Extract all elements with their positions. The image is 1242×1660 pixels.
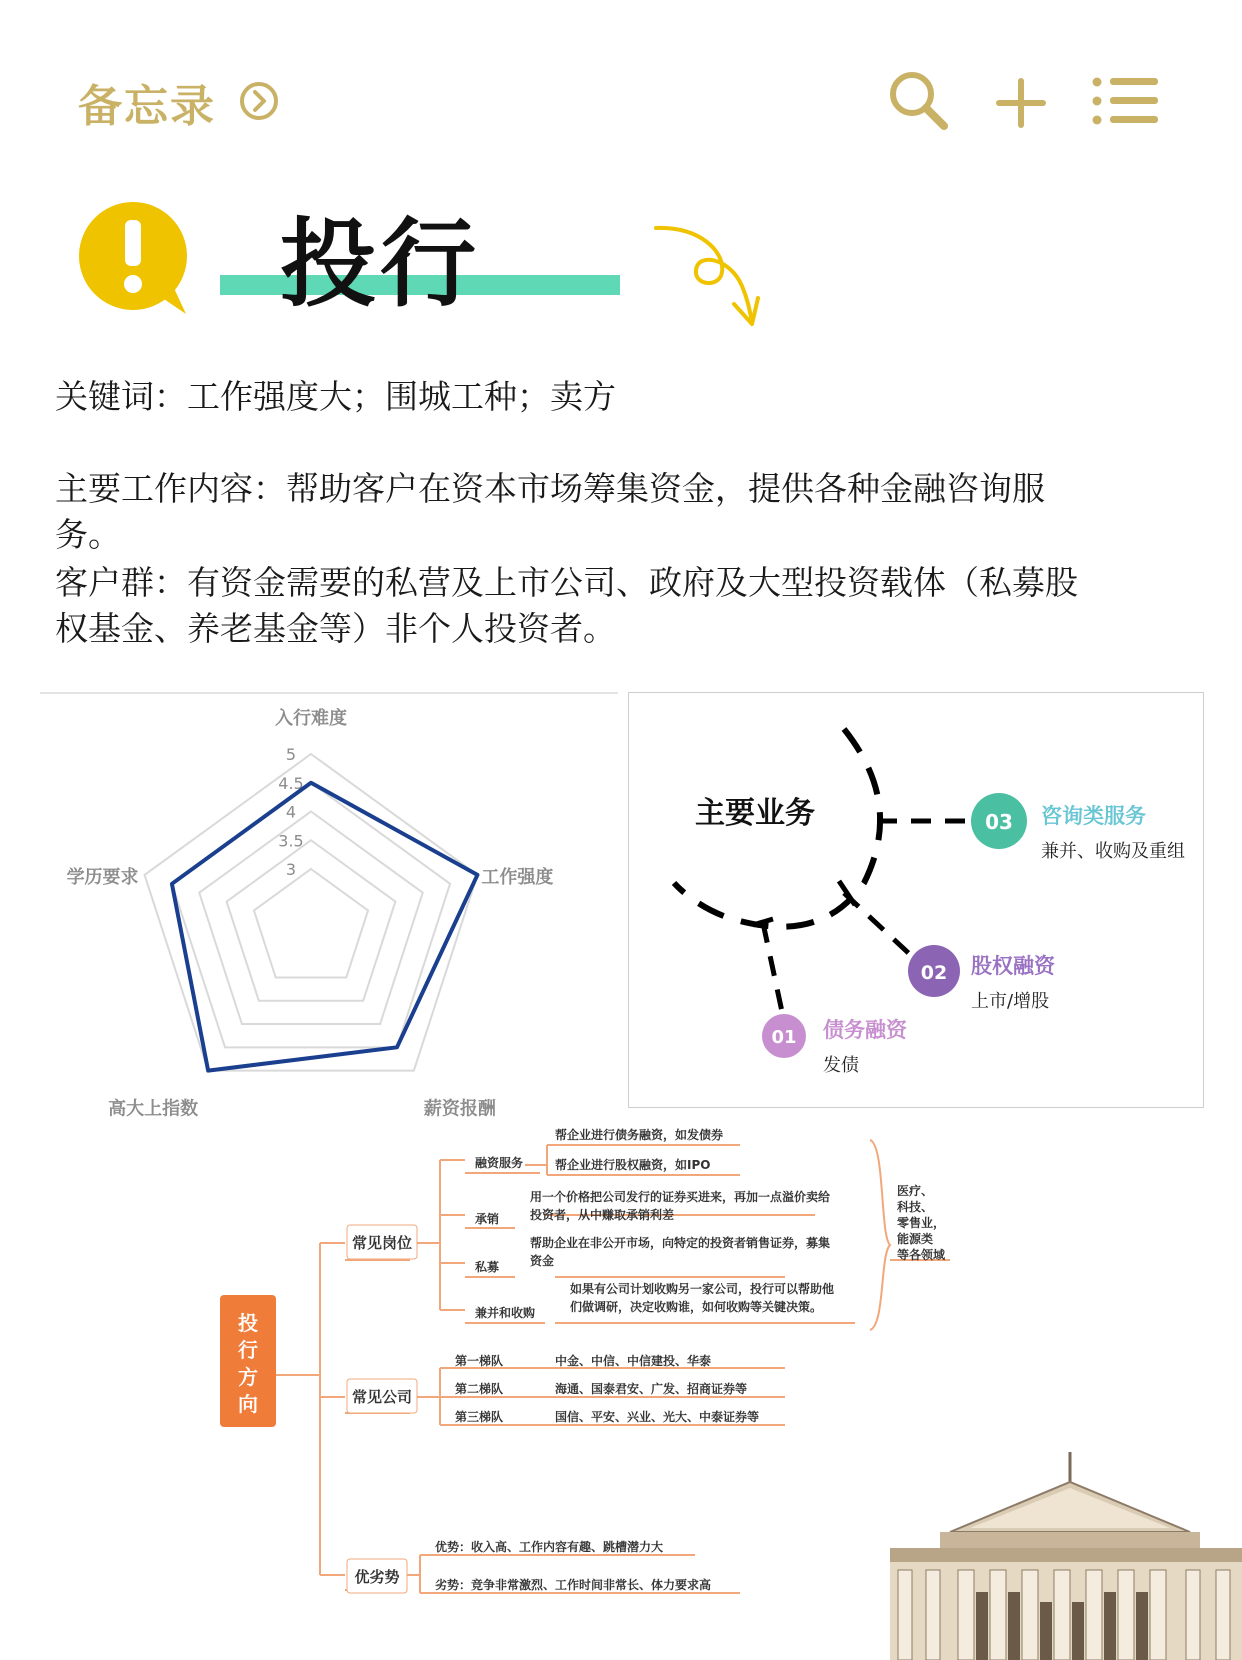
main-work-text-line-1: 主要工作内容：帮助客户在资本市场筹集资金，提供各种金融咨询服	[55, 469, 1045, 508]
svg-text:如果有公司计划收购另一家公司，投行可以帮助他: 如果有公司计划收购另一家公司，投行可以帮助他	[570, 1282, 835, 1296]
page-title: 投行	[280, 208, 480, 320]
item-02-name: 股权融资	[971, 954, 1055, 978]
svg-text:能源类: 能源类	[897, 1232, 934, 1246]
svg-text:03: 03	[985, 810, 1013, 834]
list-icon[interactable]	[1092, 76, 1160, 126]
item-01-desc: 发债	[823, 1055, 859, 1076]
node-mna: 兼并和收购	[475, 1306, 536, 1320]
svg-text:帮助企业在非公开市场，向特定的投资者销售证券，募集: 帮助企业在非公开市场，向特定的投资者销售证券，募集	[530, 1236, 831, 1250]
node-underwriting: 承销	[475, 1212, 500, 1226]
keywords-text: 关键词：工作强度大；围城工种；卖方	[55, 377, 616, 416]
search-icon[interactable]	[886, 68, 950, 132]
svg-text:们做调研，决定收购谁，如何收购等关键决策。: 们做调研，决定收购谁，如何收购等关键决策。	[570, 1300, 823, 1314]
radar-axis-label: 学历要求	[66, 866, 139, 888]
chevron-right-circle-icon[interactable]	[238, 80, 280, 122]
radar-axis-label: 高大上指数	[108, 1098, 199, 1120]
branch-pros-cons: 优劣势	[354, 1568, 400, 1586]
item-03-desc: 兼并、收购及重组	[1041, 841, 1185, 862]
svg-text:海通、国泰君安、广发、招商证券等: 海通、国泰君安、广发、招商证券等	[555, 1382, 748, 1396]
branch-positions: 常见岗位	[351, 1234, 413, 1252]
svg-text:劣势：竞争非常激烈、工作时间非常长、体力要求高: 劣势：竞争非常激烈、工作时间非常长、体力要求高	[435, 1578, 712, 1592]
radar-tick-label: 3	[285, 860, 297, 879]
svg-text:资金: 资金	[530, 1254, 555, 1268]
main-business-diagram	[629, 693, 1203, 1107]
item-01-name: 债务融资	[823, 1018, 907, 1042]
svg-text:帮企业进行股权融资，如IPO: 帮企业进行股权融资，如IPO	[555, 1158, 711, 1172]
svg-text:零售业，: 零售业，	[897, 1216, 946, 1230]
radar-axis-label: 入行难度	[275, 708, 347, 729]
svg-text:第三梯队: 第三梯队	[455, 1410, 504, 1424]
main-work-text-line-2: 务。	[55, 515, 121, 554]
svg-text:医疗、: 医疗、	[897, 1184, 934, 1198]
svg-text:02: 02	[920, 962, 948, 984]
svg-text:第二梯队: 第二梯队	[455, 1382, 504, 1396]
svg-text:行: 行	[238, 1338, 258, 1362]
svg-text:第一梯队: 第一梯队	[455, 1354, 504, 1368]
radar-chart-panel	[40, 692, 618, 1120]
svg-text:帮企业进行债务融资，如发债券: 帮企业进行债务融资，如发债券	[555, 1128, 724, 1142]
radar-tick-label: 5	[285, 745, 297, 764]
clients-text-line-2: 权基金、养老基金等）非个人投资者。	[55, 609, 616, 648]
svg-text:等各领域: 等各领域	[897, 1248, 946, 1262]
main-business-panel	[628, 692, 1204, 1108]
svg-text:用一个价格把公司发行的证券买进来，再加一点溢价卖给: 用一个价格把公司发行的证券买进来，再加一点溢价卖给	[530, 1190, 831, 1204]
svg-text:投资者，从中赚取承销利差: 投资者，从中赚取承销利差	[530, 1208, 675, 1222]
svg-text:投: 投	[238, 1311, 258, 1335]
svg-text:01: 01	[771, 1027, 797, 1048]
node-financing: 融资服务	[475, 1156, 524, 1170]
radar-axis-label: 工作强度	[481, 866, 554, 888]
curly-arrow-icon	[650, 222, 770, 332]
radar-grid-ring	[172, 783, 450, 1048]
item-03-name: 咨询类服务	[1041, 804, 1146, 828]
classical-building-icon	[890, 1452, 1242, 1660]
radar-tick-label: 4	[285, 802, 297, 822]
exclamation-bubble-icon	[78, 200, 190, 318]
branch-companies: 常见公司	[351, 1388, 413, 1406]
radar-tick-label: 3.5	[278, 831, 304, 851]
app-title[interactable]: 备忘录	[78, 81, 216, 132]
svg-text:国信、平安、兴业、光大、中泰证券等: 国信、平安、兴业、光大、中泰证券等	[555, 1410, 760, 1424]
business-title: 主要业务	[695, 796, 815, 831]
node-private: 私募	[475, 1260, 500, 1274]
svg-text:中金、中信、中信建投、华泰: 中金、中信、中信建投、华泰	[555, 1354, 712, 1368]
svg-text:科技、: 科技、	[897, 1200, 934, 1214]
item-02-desc: 上市/增股	[971, 991, 1050, 1012]
svg-text:方: 方	[238, 1365, 258, 1389]
svg-text:优势：收入高、工作内容有趣、跳槽潜力大: 优势：收入高、工作内容有趣、跳槽潜力大	[435, 1540, 664, 1554]
radar-tick-label: 4.5	[278, 773, 304, 793]
plus-icon[interactable]	[996, 78, 1046, 128]
radar-axis-label: 薪资报酬	[423, 1098, 496, 1120]
connector-01	[763, 923, 784, 1021]
svg-text:向: 向	[238, 1392, 258, 1416]
clients-text-line-1: 客户群：有资金需要的私营及上市公司、政府及大型投资载体（私募股	[55, 563, 1078, 602]
radar-chart	[40, 694, 618, 1120]
radar-grid-ring	[254, 869, 368, 978]
